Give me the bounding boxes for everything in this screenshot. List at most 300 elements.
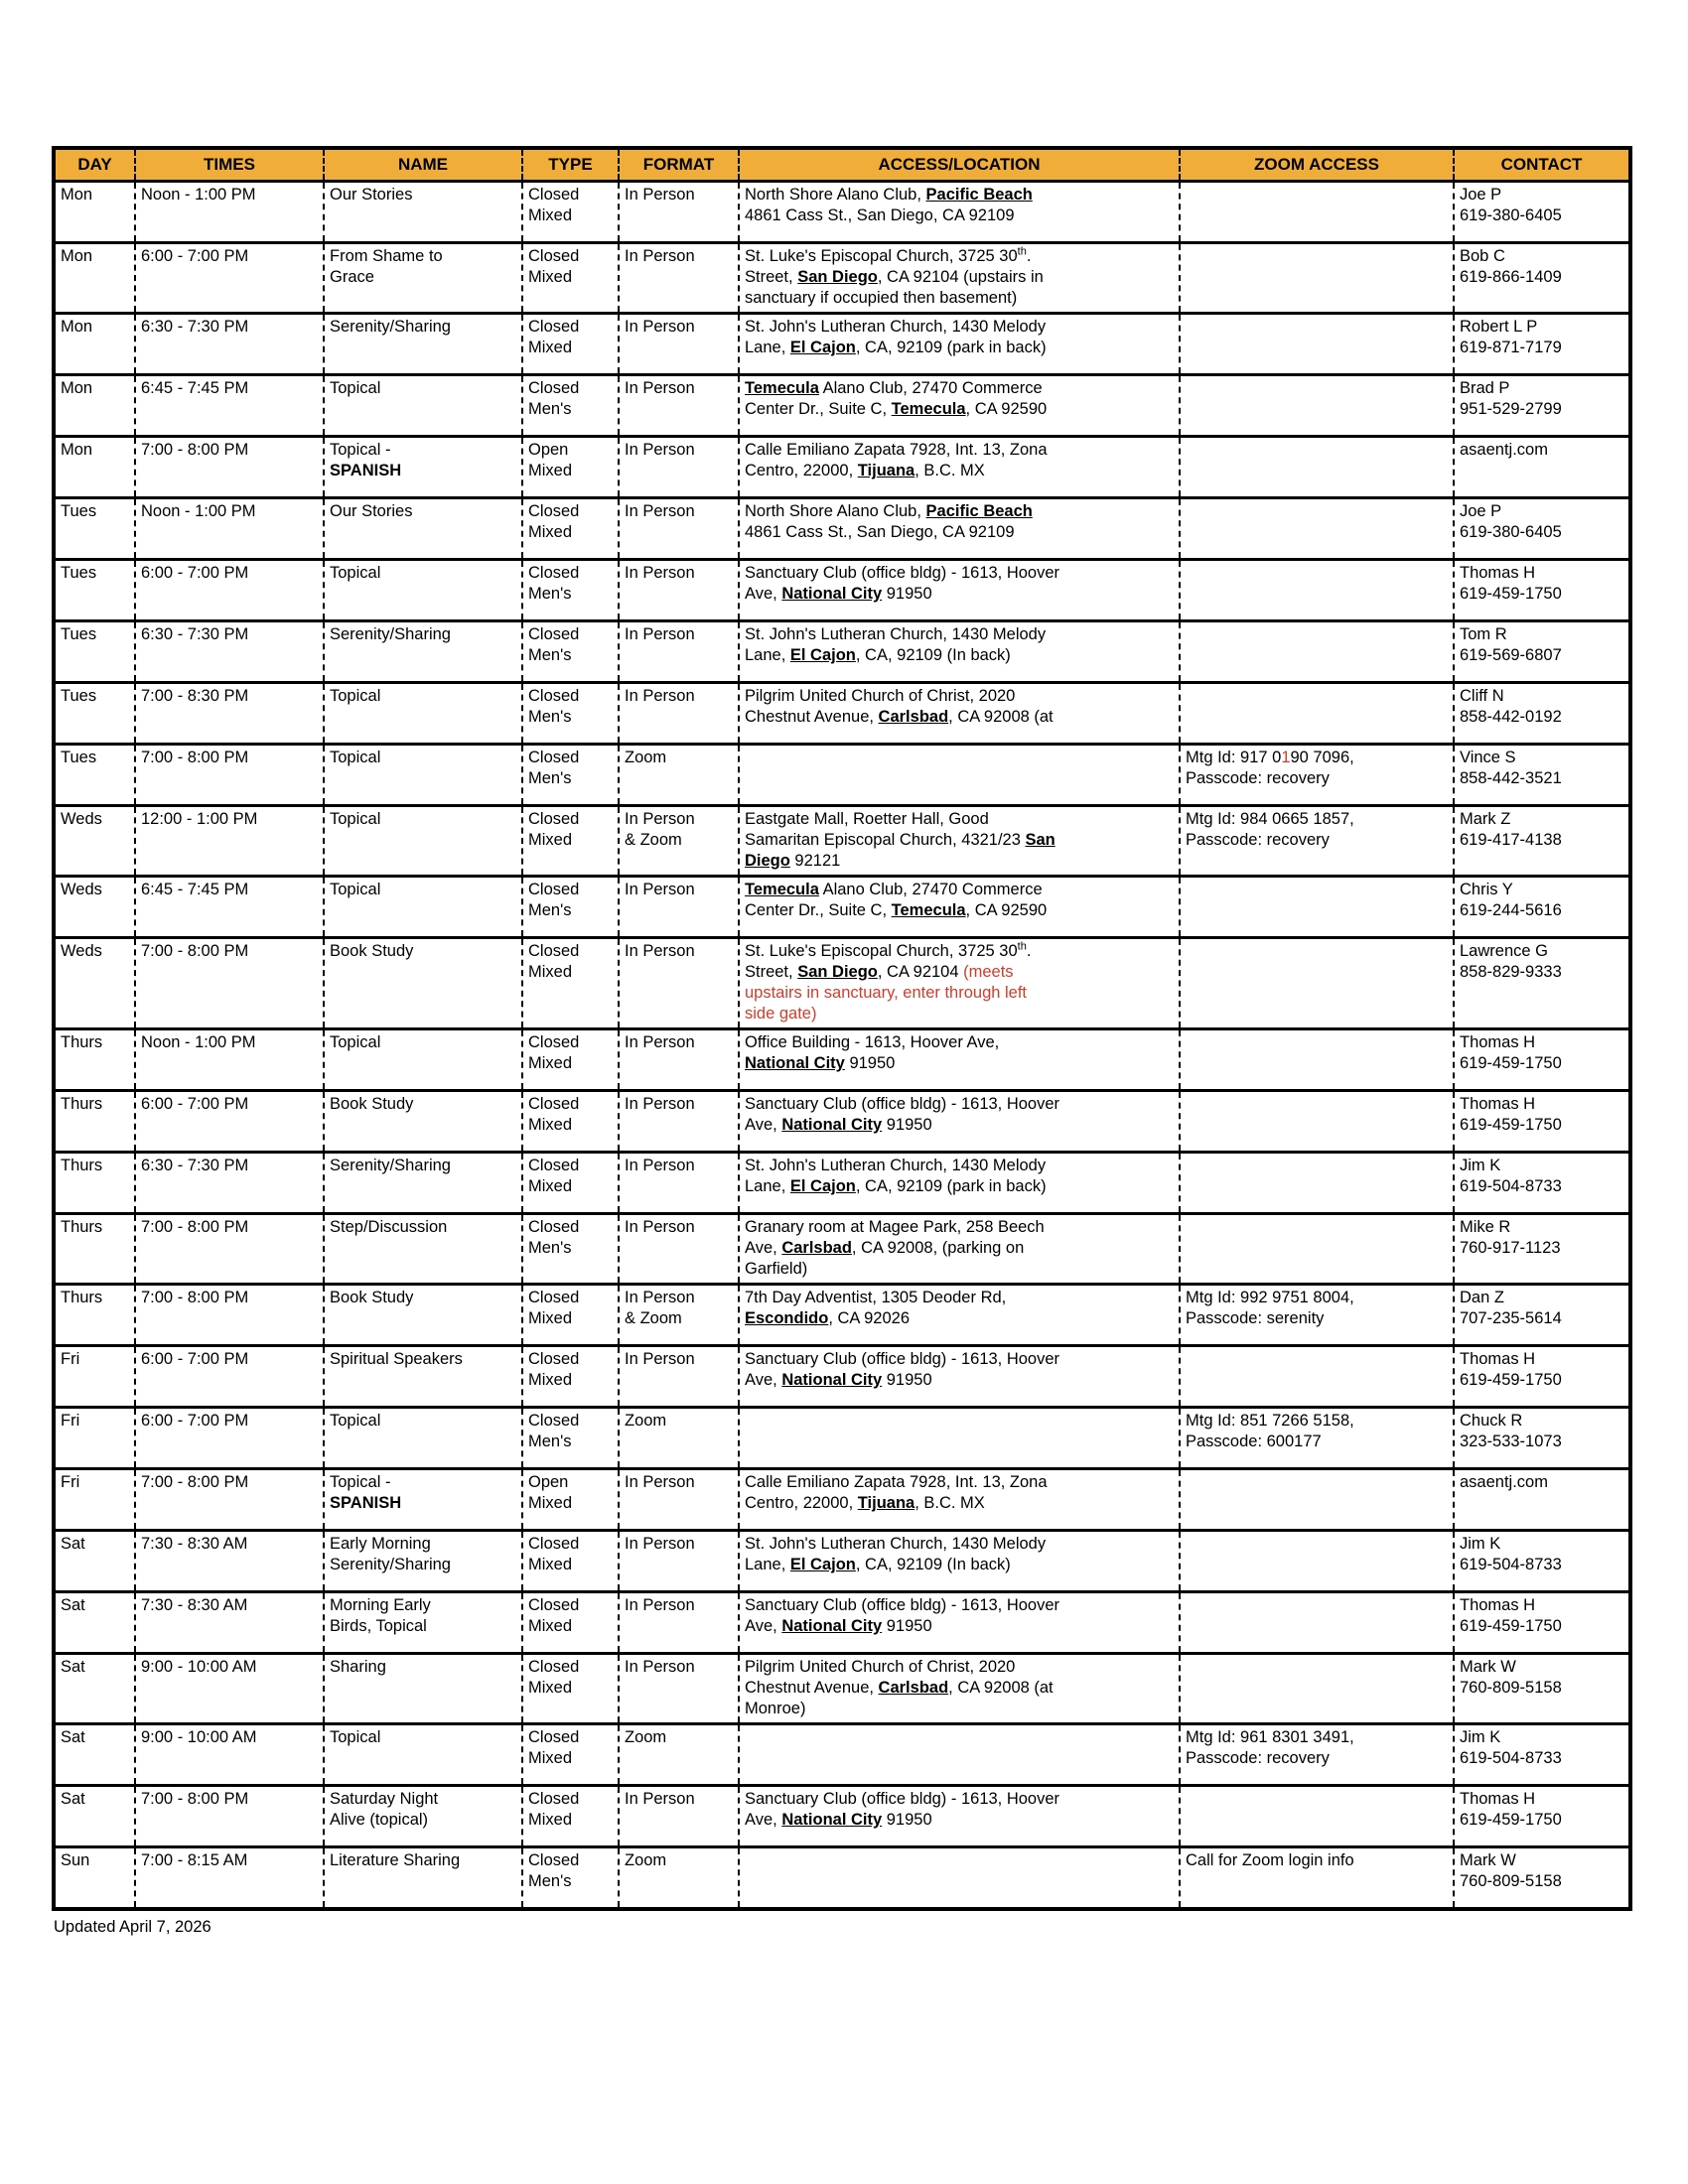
text-line (745, 1616, 1175, 1637)
cell-location (738, 939, 1179, 1027)
cell-name (323, 1848, 521, 1907)
text-line: Mixed (528, 462, 573, 479)
cell-name (323, 1347, 521, 1406)
text-line: 6:45 - 7:45 PM (141, 379, 249, 397)
cell-format (618, 1848, 738, 1907)
text-line: 858-442-3521 (1460, 769, 1562, 787)
text-line: Topical (330, 749, 381, 766)
table-header-row (56, 150, 1628, 180)
updated-note: Updated April 7, 2026 (54, 1918, 211, 1936)
text-segment: Ave, (745, 1371, 782, 1389)
cell-day (56, 1030, 134, 1089)
cell-location (738, 622, 1179, 681)
text-line: Mark W (1460, 1851, 1516, 1869)
table-row (56, 1089, 1628, 1151)
text-line: Sanctuary Club (office bldg) - 1613, Hoover (745, 1596, 1060, 1614)
cell-times (134, 1030, 323, 1089)
cell-day (56, 1409, 134, 1467)
text-segment: Lane, (745, 1556, 790, 1573)
text-line (745, 941, 1175, 962)
text-line: Mixed (528, 1811, 573, 1829)
text-line: Alive (topical) (330, 1811, 429, 1829)
cell-location (738, 499, 1179, 558)
cell-zoom-access (1179, 1593, 1453, 1652)
cell-times (134, 1848, 323, 1907)
text-segment: San Diego (797, 268, 878, 286)
cell-contact (1453, 315, 1628, 373)
text-line: Serenity/Sharing (330, 318, 451, 336)
text-segment: 1 (1281, 749, 1291, 766)
cell-format (618, 807, 738, 875)
cell-location (738, 1725, 1179, 1784)
text-segment: . (1026, 942, 1032, 960)
text-line: In Person (625, 1033, 695, 1051)
cell-format (618, 183, 738, 241)
text-line: In Person (625, 1289, 695, 1306)
text-segment: th (1017, 245, 1027, 258)
text-segment: El Cajon (789, 1556, 856, 1573)
text-line: Jim K (1460, 1157, 1501, 1174)
text-line: In Person (625, 1790, 695, 1808)
cell-day (56, 807, 134, 875)
cell-times (134, 1593, 323, 1652)
text-segment: El Cajon (789, 339, 856, 356)
text-line: Closed (528, 1790, 580, 1808)
text-line: St. John's Lutheran Church, 1430 Melody (745, 625, 1047, 643)
text-line: 7:00 - 8:00 PM (141, 1473, 249, 1491)
cell-location (738, 244, 1179, 312)
text-segment: Ave, (745, 1617, 782, 1635)
table-row (56, 1151, 1628, 1212)
text-segment: Alano Club, 27470 Commerce (818, 379, 1043, 397)
text-segment: Temecula (745, 379, 819, 397)
text-line: 12:00 - 1:00 PM (141, 810, 258, 828)
cell-times (134, 1409, 323, 1467)
text-line: 619-417-4138 (1460, 831, 1562, 849)
cell-type (521, 438, 618, 496)
text-line: Calle Emiliano Zapata 7928, Int. 13, Zona (745, 1473, 1048, 1491)
cell-times (134, 1532, 323, 1590)
text-line: Mixed (528, 1054, 573, 1072)
text-line: Tues (61, 625, 97, 643)
text-segment: 91950 (882, 1617, 932, 1635)
text-line: Men's (528, 708, 572, 726)
text-line: Our Stories (330, 502, 413, 520)
cell-location (738, 1848, 1179, 1907)
cell-location (738, 1154, 1179, 1212)
text-segment: Street, (745, 268, 798, 286)
cell-location (738, 878, 1179, 936)
cell-type (521, 561, 618, 619)
text-line: Mixed (528, 831, 573, 849)
text-line (745, 707, 1175, 728)
cell-format (618, 684, 738, 743)
text-line: Topical (330, 1033, 381, 1051)
cell-times (134, 1725, 323, 1784)
text-line: In Person (625, 1218, 695, 1236)
cell-name (323, 1154, 521, 1212)
text-line: 4861 Cass St., San Diego, CA 92109 (745, 523, 1015, 541)
text-line: 7:00 - 8:00 PM (141, 749, 249, 766)
cell-format (618, 315, 738, 373)
text-line: 7:30 - 8:30 AM (141, 1596, 248, 1614)
text-line: asaentj.com (1460, 1473, 1548, 1491)
text-line: Zoom (625, 1851, 667, 1869)
text-line: 6:00 - 7:00 PM (141, 1412, 249, 1430)
text-line: Mtg Id: 851 7266 5158, (1186, 1412, 1354, 1430)
cell-contact (1453, 1470, 1628, 1529)
text-line (745, 584, 1175, 605)
cell-type (521, 499, 618, 558)
text-line: Closed (528, 379, 580, 397)
text-line: Thomas H (1460, 1596, 1536, 1614)
cell-contact (1453, 1725, 1628, 1784)
cell-format (618, 1725, 738, 1784)
text-line: Serenity/Sharing (330, 1556, 451, 1573)
table-row (56, 875, 1628, 936)
text-line: Closed (528, 247, 580, 265)
text-segment: Alano Club, 27470 Commerce (818, 881, 1043, 898)
cell-contact (1453, 1347, 1628, 1406)
cell-format (618, 561, 738, 619)
text-line: Cliff N (1460, 687, 1504, 705)
cell-name (323, 1215, 521, 1283)
cell-location (738, 1286, 1179, 1344)
text-line: 7:00 - 8:00 PM (141, 1218, 249, 1236)
text-line: 619-459-1750 (1460, 1054, 1562, 1072)
text-line: Calle Emiliano Zapata 7928, Int. 13, Zona (745, 441, 1048, 459)
table-row (56, 1784, 1628, 1845)
cell-zoom-access (1179, 1532, 1453, 1590)
text-line: Topical (330, 1728, 381, 1746)
table-row (56, 743, 1628, 804)
text-line: Vince S (1460, 749, 1516, 766)
cell-format (618, 622, 738, 681)
text-line: Men's (528, 646, 572, 664)
table-row (56, 804, 1628, 875)
cell-times (134, 807, 323, 875)
text-line: Mike R (1460, 1218, 1511, 1236)
table-row (56, 1722, 1628, 1784)
cell-format (618, 1532, 738, 1590)
text-line: Passcode: serenity (1186, 1309, 1325, 1327)
text-line: In Person (625, 1535, 695, 1553)
cell-times (134, 376, 323, 435)
text-line: Topical (330, 379, 381, 397)
text-line: Closed (528, 1157, 580, 1174)
text-line (745, 962, 1175, 983)
text-segment: , CA 92590 (965, 901, 1048, 919)
text-line: 6:30 - 7:30 PM (141, 318, 249, 336)
text-line: sanctuary if occupied then basement) (745, 289, 1018, 307)
text-line: Saturday Night (330, 1790, 439, 1808)
text-line: 6:30 - 7:30 PM (141, 625, 249, 643)
text-line: In Person (625, 441, 695, 459)
text-line: 619-459-1750 (1460, 585, 1562, 603)
text-line: Closed (528, 881, 580, 898)
text-line: Men's (528, 1433, 572, 1450)
cell-name (323, 878, 521, 936)
text-line: Noon - 1:00 PM (141, 502, 256, 520)
text-segment: National City (781, 1116, 883, 1134)
text-line (745, 900, 1175, 921)
text-segment: Centro, 22000, (745, 1494, 858, 1512)
cell-name (323, 1787, 521, 1845)
text-line: Book Study (330, 1289, 414, 1306)
cell-format (618, 1154, 738, 1212)
cell-type (521, 183, 618, 241)
text-line: Topical - (330, 441, 391, 459)
cell-zoom-access (1179, 1655, 1453, 1722)
cell-type (521, 1286, 618, 1344)
text-line: 6:45 - 7:45 PM (141, 881, 249, 898)
text-line: Closed (528, 1095, 580, 1113)
cell-zoom-access (1179, 438, 1453, 496)
table-row (56, 1845, 1628, 1907)
text-segment: , CA 92008 (at (948, 1679, 1054, 1697)
table-row (56, 1406, 1628, 1467)
text-segment: Center Dr., Suite C, (745, 400, 892, 418)
text-line: In Person (625, 186, 695, 204)
text-line: 858-829-9333 (1460, 963, 1562, 981)
cell-type (521, 807, 618, 875)
text-line: Mixed (528, 339, 573, 356)
column-header-access-location: ACCESS/LOCATION (738, 150, 1179, 180)
cell-type (521, 1470, 618, 1529)
cell-name (323, 684, 521, 743)
text-line: 619-380-6405 (1460, 523, 1562, 541)
text-line (745, 378, 1175, 399)
text-segment: El Cajon (789, 1177, 856, 1195)
cell-day (56, 1092, 134, 1151)
text-line (745, 399, 1175, 420)
text-segment: SPANISH (330, 462, 402, 479)
cell-contact (1453, 438, 1628, 496)
text-segment: St. Luke's Episcopal Church, 3725 30 (745, 247, 1018, 265)
cell-zoom-access (1179, 1286, 1453, 1344)
cell-contact (1453, 746, 1628, 804)
text-line: Book Study (330, 1095, 414, 1113)
cell-format (618, 1347, 738, 1406)
cell-zoom-access (1179, 746, 1453, 804)
cell-times (134, 244, 323, 312)
text-line: Pilgrim United Church of Christ, 2020 (745, 1658, 1016, 1676)
text-line: In Person (625, 318, 695, 336)
text-line: Topical - (330, 1473, 391, 1491)
cell-location (738, 1347, 1179, 1406)
text-segment: , CA 92008 (at (948, 708, 1054, 726)
cell-name (323, 1409, 521, 1467)
text-line: Tues (61, 502, 97, 520)
text-line: Sat (61, 1728, 85, 1746)
text-line: Granary room at Magee Park, 258 Beech (745, 1218, 1045, 1236)
cell-zoom-access (1179, 183, 1453, 241)
cell-times (134, 878, 323, 936)
cell-format (618, 499, 738, 558)
text-line: Thomas H (1460, 1033, 1536, 1051)
text-segment: San Diego (797, 963, 878, 981)
cell-type (521, 746, 618, 804)
text-line (745, 880, 1175, 900)
cell-name (323, 1532, 521, 1590)
cell-type (521, 1092, 618, 1151)
text-line: Mon (61, 318, 93, 336)
cell-zoom-access (1179, 1409, 1453, 1467)
text-segment: El Cajon (789, 646, 856, 664)
text-line: Thomas H (1460, 564, 1536, 582)
cell-contact (1453, 244, 1628, 312)
cell-zoom-access (1179, 1470, 1453, 1529)
text-line: Book Study (330, 942, 414, 960)
cell-times (134, 622, 323, 681)
cell-zoom-access (1179, 1787, 1453, 1845)
cell-format (618, 1215, 738, 1283)
cell-day (56, 1154, 134, 1212)
text-line: 619-871-7179 (1460, 339, 1562, 356)
text-line: Sat (61, 1790, 85, 1808)
cell-name (323, 1593, 521, 1652)
text-segment: (meets (963, 963, 1014, 981)
table-row (56, 681, 1628, 743)
text-segment: Mtg Id: 917 0 (1186, 749, 1282, 766)
cell-day (56, 244, 134, 312)
cell-name (323, 561, 521, 619)
cell-location (738, 1470, 1179, 1529)
cell-type (521, 1787, 618, 1845)
cell-zoom-access (1179, 1848, 1453, 1907)
text-segment: 92121 (789, 852, 841, 870)
cell-location (738, 807, 1179, 875)
cell-contact (1453, 1215, 1628, 1283)
cell-name (323, 1030, 521, 1089)
text-line: Closed (528, 1289, 580, 1306)
text-line: Topical (330, 1412, 381, 1430)
table-row (56, 619, 1628, 681)
cell-location (738, 1593, 1179, 1652)
cell-contact (1453, 807, 1628, 875)
table-row (56, 312, 1628, 373)
text-segment: National City (781, 1617, 883, 1635)
cell-day (56, 1347, 134, 1406)
cell-format (618, 1409, 738, 1467)
text-line: 6:00 - 7:00 PM (141, 564, 249, 582)
cell-times (134, 1154, 323, 1212)
text-line: 7:00 - 8:00 PM (141, 1790, 249, 1808)
text-segment: Pacific Beach (925, 502, 1033, 520)
text-segment: Tijuana (857, 462, 915, 479)
cell-day (56, 1787, 134, 1845)
text-line: In Person (625, 881, 695, 898)
text-line: Passcode: recovery (1186, 769, 1330, 787)
text-line (330, 1493, 517, 1514)
text-line: Call for Zoom login info (1186, 1851, 1354, 1869)
text-line: Closed (528, 502, 580, 520)
cell-times (134, 1787, 323, 1845)
cell-location (738, 1655, 1179, 1722)
cell-times (134, 1215, 323, 1283)
text-line (745, 1053, 1175, 1074)
text-line (745, 1115, 1175, 1136)
cell-contact (1453, 1092, 1628, 1151)
text-line: Closed (528, 1728, 580, 1746)
cell-day (56, 622, 134, 681)
cell-name (323, 438, 521, 496)
cell-contact (1453, 376, 1628, 435)
cell-name (323, 807, 521, 875)
cell-zoom-access (1179, 684, 1453, 743)
text-line: Closed (528, 749, 580, 766)
cell-type (521, 1215, 618, 1283)
text-line: asaentj.com (1460, 441, 1548, 459)
cell-zoom-access (1179, 244, 1453, 312)
text-line: Closed (528, 687, 580, 705)
cell-location (738, 315, 1179, 373)
text-line: 760-917-1123 (1460, 1239, 1561, 1257)
cell-type (521, 1030, 618, 1089)
text-line (745, 851, 1175, 872)
cell-contact (1453, 1655, 1628, 1722)
cell-type (521, 1725, 618, 1784)
table-row (56, 1529, 1628, 1590)
text-segment: Chestnut Avenue, (745, 708, 879, 726)
text-line: Sat (61, 1596, 85, 1614)
cell-name (323, 183, 521, 241)
text-line: Mixed (528, 1116, 573, 1134)
text-line: Fri (61, 1473, 80, 1491)
text-line: Closed (528, 1033, 580, 1051)
text-line: Closed (528, 1535, 580, 1553)
text-line: St. John's Lutheran Church, 1430 Melody (745, 318, 1047, 336)
text-line: Closed (528, 1851, 580, 1869)
cell-zoom-access (1179, 878, 1453, 936)
text-line: Zoom (625, 749, 667, 766)
cell-times (134, 939, 323, 1027)
cell-day (56, 939, 134, 1027)
text-line: 619-504-8733 (1460, 1556, 1562, 1573)
text-line: Jim K (1460, 1535, 1501, 1553)
text-segment: , CA, 92109 (park in back) (855, 1177, 1047, 1195)
text-line: Robert L P (1460, 318, 1538, 336)
cell-contact (1453, 1532, 1628, 1590)
text-line (745, 461, 1175, 481)
cell-zoom-access (1179, 1154, 1453, 1212)
cell-type (521, 1409, 618, 1467)
column-header-name: NAME (323, 150, 521, 180)
text-segment: Ave, (745, 1811, 782, 1829)
text-line: Morning Early (330, 1596, 431, 1614)
text-segment: North Shore Alano Club, (745, 186, 926, 204)
cell-format (618, 878, 738, 936)
text-line: Fri (61, 1350, 80, 1368)
text-line: Mark Z (1460, 810, 1511, 828)
text-line: In Person (625, 502, 695, 520)
cell-type (521, 1532, 618, 1590)
cell-day (56, 183, 134, 241)
text-line (745, 830, 1175, 851)
text-line: Fri (61, 1412, 80, 1430)
column-header-contact: CONTACT (1453, 150, 1628, 180)
text-segment: Temecula (745, 881, 819, 898)
text-line: Brad P (1460, 379, 1510, 397)
cell-format (618, 1787, 738, 1845)
text-line: Topical (330, 810, 381, 828)
table-row (56, 558, 1628, 619)
text-line: Sanctuary Club (office bldg) - 1613, Hoover (745, 1790, 1060, 1808)
cell-type (521, 1154, 618, 1212)
text-line (745, 1555, 1175, 1575)
text-segment: , B.C. MX (914, 462, 985, 479)
cell-times (134, 1655, 323, 1722)
